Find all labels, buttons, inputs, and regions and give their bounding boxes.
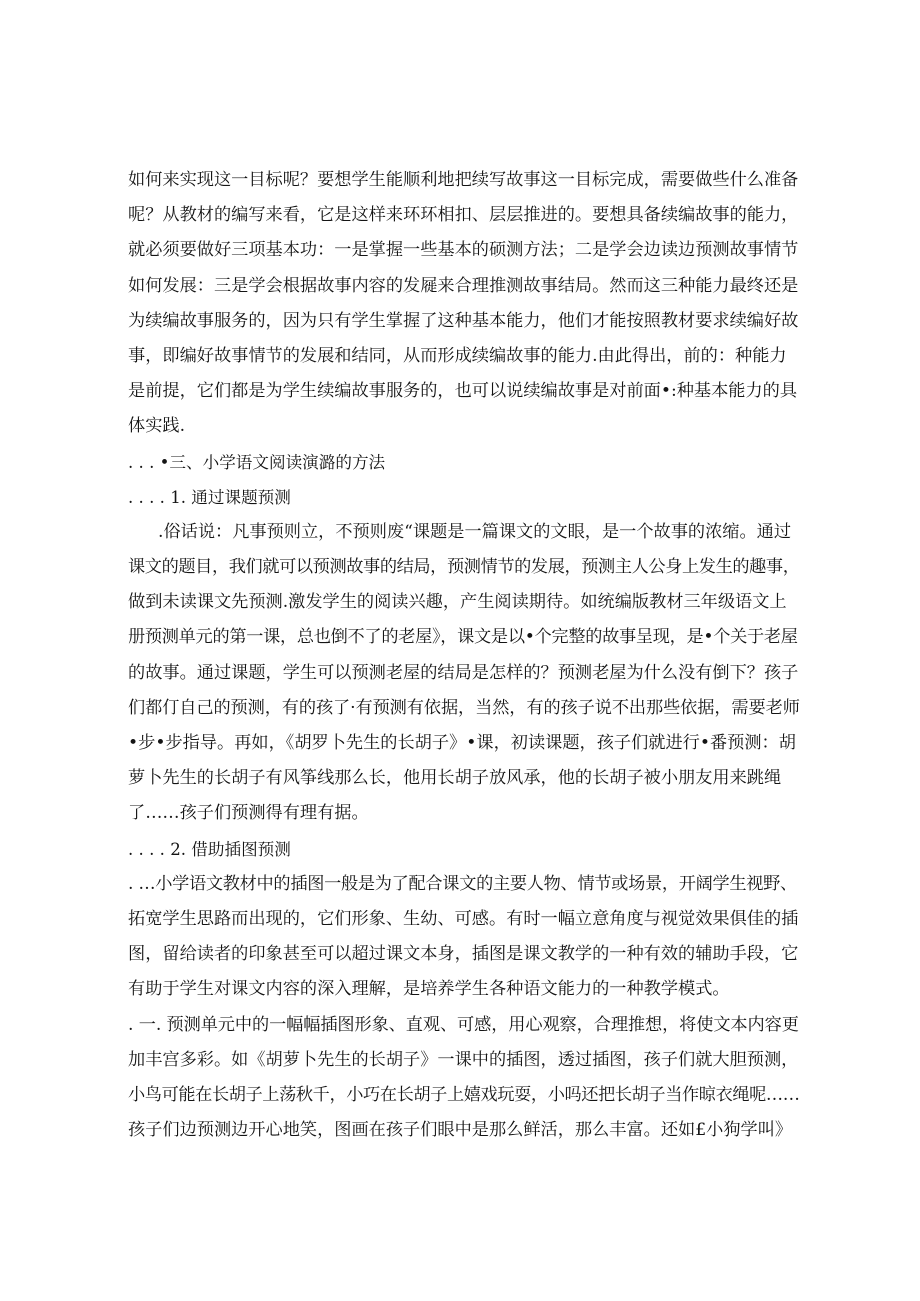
document-body (128, 163, 800, 1148)
text-line: 拓宽学生思路而出现的，它们形象、生幼、可感。有时一幅立意角度与视觉效果俱佳的插 (128, 908, 799, 929)
text-line: 如何发展：三是学会根据故事内容的发屣来合理推测故事结局。然而这三种能力最终还是 (128, 275, 799, 296)
text-line: 就必须要做好三项基本功：一是掌握一些基本的硕测方法；二是学会边读边预测故事情节 (128, 240, 799, 261)
text-line: 为续编故事服务的，因为只有学生掌握了这种基本能力，他们才能按照教材要求续编好故 (128, 310, 799, 331)
text-line: .俗话说：凡事预则立，不预则废“课题是一篇课文的文眼，是一个故事的浓缩。通过 (158, 521, 792, 542)
subsection-heading-2 (128, 832, 800, 867)
heading-line: . . . . 2. 借助插图预测 (128, 839, 291, 859)
heading-line: . . . . 1. 通过课题预测 (128, 487, 291, 507)
text-line: 的故事。通过课题，学生可以预测老屋的结局是怎样的？预测老屋为什么没有倒下？孩子 (128, 662, 799, 683)
text-line: 加丰宫多彩。如《胡萝卜先生的长胡子》一课中的插图，透过插图，孩子们就大胆预测， (128, 1049, 799, 1070)
text-line: 册预测单元的第一课，总也倒不了的老屋》，课文是以•个完整的故事呈现，是•个关于老屋 (128, 627, 798, 648)
text-line: 做到未读课文先预测.激发学生的阅读兴趣，产生阅读期待。如统编版教材三年级语文上 (128, 592, 787, 613)
text-line: 体实践. (128, 416, 186, 437)
text-line: 们都仃自己的预测，有的孩了·有预测有依据，当然，有的孩子说不出那些依据，需要老师 (128, 697, 800, 718)
paragraph-1 (128, 163, 800, 445)
text-line: 图，留给读者的印象甚至可以超过课文本身，插图是课文教学的一种有效的辅助手段，它 (128, 944, 799, 965)
paragraph-2 (128, 515, 800, 832)
subsection-heading-1 (128, 480, 800, 515)
text-line: . 一. 预测单元中的一幅幅插图形象、直观、可感，用心观察，合理推想，将使文本内容更 (128, 1014, 799, 1035)
text-line: 孩子们边预测边开心地笑，图画在孩子们眼中是那么鲜活，那么丰富。还如£小狗学叫》 (128, 1120, 793, 1141)
paragraph-3 (128, 867, 800, 1008)
text-line: 小鸟可能在长胡子上荡秋千，小巧在长胡子上嬉戏玩耍，小吗还把长胡子当作晾衣绳呢…… (128, 1084, 800, 1105)
paragraph-4 (128, 1008, 800, 1149)
text-line: . …小学语文教材中的插图一般是为了配合课文的主要人物、情节或场景，开阔学生视野、 (128, 873, 797, 894)
section-heading (128, 445, 800, 480)
text-line: 了……孩子们预测得有理有据。 (128, 803, 369, 824)
text-line: •步•步指导。再如，《胡罗卜先生的长胡子》•课，初读课题，孩子们就进行•番预测：胡 (128, 733, 796, 753)
text-line: 萝卜先生的长胡子有风筝线那么长，他用长胡子放风承，他的长胡子被小朋友用来跳绳 (128, 768, 782, 789)
text-line: 是前提，它们都是为学生续编故事服务的，也可以说续编故事是对前面•:种基本能力的具 (128, 381, 798, 402)
text-line: 呢？从教材的编写来看，它是这样来环环相扣、层层推进的。要想具备续编故事的能力， (128, 205, 799, 226)
text-line: 如何来实现这一目标呢？要想学生能顺利地把续写故事这一目标完成，需要做些什么准备 (128, 170, 799, 190)
text-line: 事，即编好故事情节的发展和结同，从而形成续编故事的能力.由此得出，前的：种能力 (128, 345, 787, 366)
heading-line: . . . •三、小学语文阅读演潞的方法 (128, 452, 386, 472)
text-line: 课文的题目，我们就可以预测故事的结局，预测情节的发展，预测主人公身上发生的趣事， (128, 557, 800, 578)
text-line: 有助于学生对课文内容的深入理解，是培养学生各种语文能力的一种教学模式。 (128, 979, 730, 1000)
